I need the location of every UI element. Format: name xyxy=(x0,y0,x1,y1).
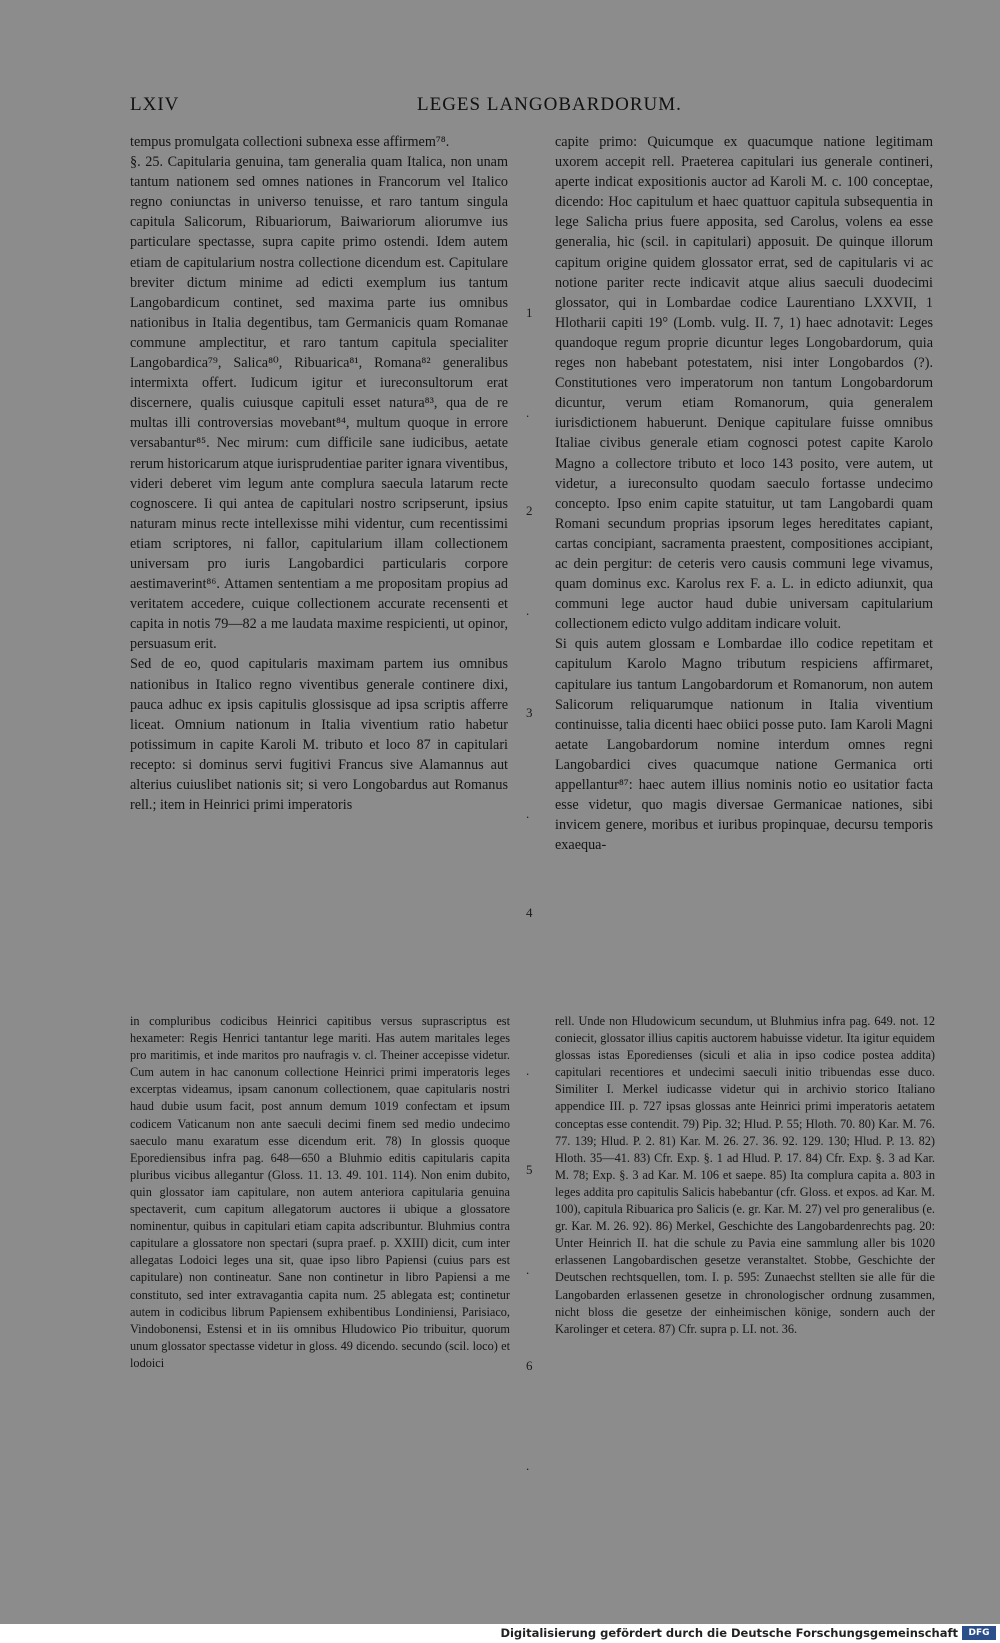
margin-number: . xyxy=(526,1458,530,1473)
main-text-left-column xyxy=(130,132,508,815)
dfg-logo: DFG xyxy=(962,1626,996,1640)
digitization-footer xyxy=(0,1624,1000,1643)
footnotes-right-column xyxy=(555,1013,935,1338)
margin-number: 6 xyxy=(526,1358,533,1373)
footnotes-right-text: rell. Unde non Hludowicum secundum, ut Bluhmius infra pag. 649. not. 12 coniecit, glossator illius capitis auctorem habuisse videtur. Ita igitur equidem glossas istas Eporedienses (siculi et alia in ipso codice postea addita) capitulari recentiores et undecimi saeculi initio tribuendas esse duco. Similiter I. Merkel iudicasse videtur qui in archivio storico Italiano appendice III. p. 727 ipsas glossas ante Heinrici primi imperatoris aetatem conceptas esse contendit. 79) Pip. 32; Hlud. P. 55; Hloth. 70. 80) Kar. M. 76. 77. 139; Hlud. P. 2. 81) Kar. M. 26. 27. 36. 92. 129. 130; Hlud. P. 13. 82) Hloth. 35—41. 83) Cfr. Exp. §. 1 ad Hlud. P. 17. 84) Cfr. Exp. §. 3 ad Kar. M. 78; Exp. §. 3 ad Kar. M. 106 et saepe. 85) Ita complura capita a. 803 in leges addita pro capitulis Salicis habebantur (cfr. Gloss. et expos. ad Kar. M. 100), capitula Ribuarica pro Salicis (e. gr. Kar. M. 27) vel pro generalibus (e. gr. Kar. M. 26. 92). 86) Merkel, Geschichte des Langobardenrechts pag. 20: Unter Heinrich II. hat die schule zu Pavia eine sammlung aller bis 1020 erlassenen Langobardischen gesetze veranstaltet. Stobbe, Geschichte der Deutschen rechtsquellen, tom. I. p. 595: Zunaechst stellten sie alle für die Langobarden erlassenen gesetze in chronologischer ordnung zusammen, nicht bloss die gesetze der einheimischen könige, sondern auch der Karolinger et cetera. 87) Cfr. supra p. LI. not. 36. xyxy=(555,1014,935,1336)
margin-number: 4 xyxy=(526,905,533,920)
margin-number: . xyxy=(526,1262,530,1277)
running-title: LEGES LANGOBARDORUM. xyxy=(417,94,682,115)
footer-credit: Digitalisierung gefördert durch die Deutsche Forschungsgemeinschaft xyxy=(500,1626,958,1640)
margin-number: 1 xyxy=(526,305,533,320)
margin-number: 3 xyxy=(526,705,533,720)
footnotes-left-text: in compluribus codicibus Heinrici capitibus versus suprascriptus est hexameter: Regis Henrici tantantur lege mariti. Has autem maritales leges pro maritimis, et inde maritos pro naufragis v. cl. Theiner accepisse videtur. Cum autem in hac canonum collectione Heinrici primi imperatoris leges excerptas videamus, ipsam canonum collectionem, quae capitularis nostri haud dubie usum facit, post annum demum 1019 confectam et ipsum codicem Vaticanum non ante saeculi decimi finem sed medio undecimo saeculo manu exaratum esse dicendum erit. 78) In glossis quoque Eporediensibus infra pag. 648—650 a Bluhmio editis capitularis capita pluribus vicibus allegantur (Gloss. 11. 13. 49. 101. 114). Non enim dubito, quin glossator iam capitulare, non autem anteriora capitularia genuina spectaverit, cum capitum allegatorum auctores ii ubique a glossatore nominentur, quibus in capitulari etiam capita adscribuntur. Bluhmius contra capitulare a glossatore non spectari (supra praef. p. XXIII) dicit, cum inter allegatas Lodoici leges una sit, quae ipso libro Papiensi (cuius pars est capitulare) non contineatur. Sane non continetur in libro Papiensi a me constituto, sed inter extravagantia capita num. 25 ablegata est; continetur autem in codicibus librum Papiensem exhibentibus Londiniensi, Parisiaco, Vindobonensi, Estensi et in iis omnibus Hludowico Pio tribuitur, quorum unum glossator spectasse videtur in gloss. 49 dicendo. secundo (scil. loco) et lodoici xyxy=(130,1014,510,1370)
main-text-right-column xyxy=(555,132,933,855)
margin-number: . xyxy=(526,806,530,821)
margin-number: . xyxy=(526,603,530,618)
right-column-text: capite primo: Quicumque ex quacumque natione legitimam uxorem accepit rell. Praeterea capitulari ius generale contineri, aperte indicat expositionis auctor ad Karoli M. c. 100 conceptae, dicendo: Hoc capitulum et haec quattuor capitula subsequentia in lege Salicha prius fuere apposita, sed Carolus, volens ea esse generalia, hic (scil. in capitulari) apposuit. De quinque illorum capitum origine quidem glossator errat, sed de capitularis vi ac notione pariter recte indicavit atque alius saeculi duodecimi glossator, qui in Lombardae codice Laurentiano LXXVII, 1 Hlotharii capiti 19° (Lomb. vulg. II. 7, 1) haec adnotavit: Leges quandoque regum proprie dicuntur leges Longobardorum, quia reges non habebant potestatem, nisi inter Longobardos (?). Constitutiones vero imperatorum non tantum Longobardorum dicuntur, verum etiam Romanorum, quia generalem iurisdictionem habuerunt. Denique capitulare fuisse omnibus Italiae civibus generale etiam cognosci potest capite Karolo Magno a collectore tributo et loco 143 posito, vere autem, ut videtur, a iureconsulto quodam saeculo fortasse undecimo concepto. Ipso enim capite statuitur, ut tam Langobardi quam Romani secundum proprias ipsorum leges hereditates capiant, cartas concipiant, sacramenta praestent, compositiones accipiant, ac dein pergitur: de ceteris vero causis communi lege vivamus, quam dominus exc. Karolus rex F. a. L. in edicto adiunxit, qua communi lege auctor haud dubie universam capitularium collectionem edicto vulgo additam indicare voluit. Si quis autem glossam e Lombardae illo codice repetitam et capitulum Karolo Magno tributum respiciens affirmaret, capitulare ius tantum Langobardorum et Romanorum, non autem Salicorum reliquarumque nationum in Italia viventium continuisse, talia dicenti haec obiici posse puto. Iam Karoli Magni aetate Langobardorum nomine interdum omnes regni Langobardici cives quacumque natione Germanica orti appellantur⁸⁷: haec autem illius nominis notio eo usitatior facta esse videtur, quo magis diversae Germanicae nationes, sibi invicem genere, moribus et iuribus propinquae, decursu temporis exaequa- xyxy=(555,134,933,854)
page-number: LXIV xyxy=(130,94,180,115)
footnotes-left-column xyxy=(130,1013,510,1372)
left-column-text: tempus promulgata collectioni subnexa esse affirmem⁷⁸. §. 25. Capitularia genuina, tam generalia quam Italica, non unam tantum nationem sed omnes nationes in Francorum vel Italico regno coniunctas in universo tenuisse, et raro tantum singula capitula Salicorum, Ribuariorum, Baiwariorum aliorumve ius particulare spectasse, supra capite primo ostendi. Idem autem etiam de capitularium nostra collectione dicendum est. Capitulare breviter dictum minime ad edicti exemplum ius tantum Langobardicum continet, sed maxima parte ius omnibus nationibus in Italia degentibus, tam Germanicis quam Romanae commune amplectitur, et raro tantum capitula specialiter Langobardica⁷⁹, Salica⁸⁰, Ribuarica⁸¹, Romana⁸² generalibus intermixta offert. Iudicum igitur et iureconsultorum erat discernere, qualis cuiusque capituli esset natura⁸³, qua de re multas illi controversias movebant⁸⁴, multum quoque in errore versabantur⁸⁵. Nec mirum: cum difficile sane iudicibus, aetate rerum historicarum atque iurisprudentiae pariter ignara viventibus, videri deberet vim legum ante complura saecula latarum recte cognoscere. Ii qui antea de capitulari nostro scripserunt, ipsius naturam minus recte intellexisse mihi videntur, cum recentissimi etiam scriptores, ni fallor, capitularium illam collectionem universam pro iuris Langobardici particularis corpore aestimaverint⁸⁶. Attamen sententiam a me propositam propius ad veritatem accedere, cuique collectionem accurate recensenti et capita in notis 79—82 a me laudata maxime respicienti, ut opinor, persuasum erit. Sed de eo, quod capitularis maximam partem ius omnibus nationibus in Italico regno viventibus generale continere dixi, pauca adhuc ex ipsis capitulis glossisque ad ipsa scriptis afferre liceat. Omnium nationum in Italia viventium ratio habetur potissimum in capite Karoli M. tributo et loco 87 in capitulari recepto: si dominus servi fugitivi Francus sive Alamannus aut alterius cuiuslibet nationis sit; si vero Longobardus aut Romanus rell.; item in Heinrici primi imperatoris xyxy=(130,134,508,814)
margin-number: . xyxy=(526,405,530,420)
margin-number: 5 xyxy=(526,1162,533,1177)
margin-number: 2 xyxy=(526,503,533,518)
margin-number: . xyxy=(526,1063,530,1078)
